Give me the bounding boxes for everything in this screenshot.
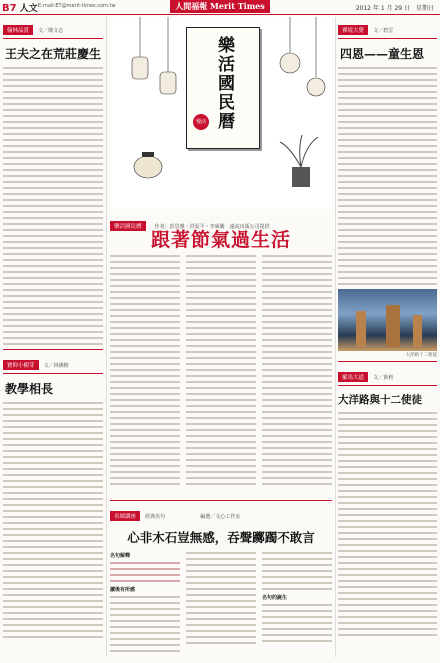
article-headline: 大洋路與十二使徒 [338, 394, 422, 406]
photo-caption: 大洋路十二使徒 [405, 353, 437, 358]
article-body [3, 402, 103, 638]
article-body [3, 67, 103, 345]
section-tag: 樂活國民曆 [110, 221, 146, 231]
coast-photo [338, 289, 437, 351]
issue-date: 2012 年 1 月 29 日 星期日 [355, 5, 434, 12]
article-body [338, 412, 437, 636]
article-headline: 四恩——童生恩 [340, 47, 425, 61]
left-column [3, 17, 103, 657]
book-badge: 慢活 [193, 114, 209, 130]
right-column [338, 17, 437, 657]
byline: 文／簡文志 [38, 28, 64, 34]
article-headline: 教學相長 [5, 382, 54, 396]
article-body [338, 67, 437, 285]
feature-article [110, 17, 332, 497]
subhead: 讀後有所感 [110, 587, 136, 593]
section-tag: 名師講座 [110, 511, 140, 521]
masthead [0, 0, 440, 15]
section-tag: 禪境大覺 [338, 25, 368, 35]
section-tag: 羅馬大道 [338, 372, 368, 382]
quote-article [110, 500, 332, 658]
section-tag: 寶仰小樹芽 [3, 360, 39, 370]
book-cover [186, 27, 260, 149]
paper-logo: 人間福報 Merit Times [170, 0, 270, 13]
quote-headline: 心非木石豈無感，吞聲躑躅不敢言 [127, 530, 315, 545]
article-headline: 王夫之在荒莊慶生 [5, 47, 102, 61]
credits: 作者：彭思雅・洪夏平・李威騰 遠流出版公司提供 [154, 224, 270, 230]
subhead: 名句解釋 [110, 553, 131, 559]
subhead: 名句的誕生 [262, 595, 288, 601]
feature-body [110, 255, 332, 495]
section-tag: 翰林品賞 [3, 25, 33, 35]
tag-subtitle: 經典名句 [145, 514, 166, 520]
book-title: 樂活國民曆 [214, 36, 234, 131]
byline: 文／黃莉 [373, 375, 394, 381]
page-number: B7 人文 [2, 3, 38, 14]
credits: 編選／文心工作室 [200, 514, 241, 520]
feature-headline: 跟著節氣過生活 [150, 229, 291, 251]
byline: 文／碧雲 [373, 28, 394, 34]
byline: 文／林佛楷 [43, 363, 69, 369]
feature-illustration [110, 17, 332, 209]
email-address: E-mail:ET@merit-times.com.tw [38, 3, 116, 9]
